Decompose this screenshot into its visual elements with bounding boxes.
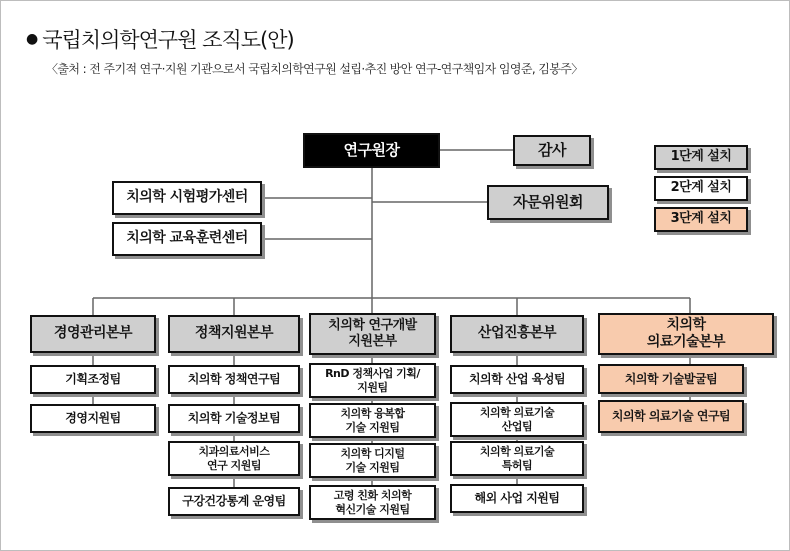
legend-stage2: 2단계 설치: [654, 176, 748, 201]
legend-stage3: 3단계 설치: [654, 207, 748, 232]
division-management: 경영관리본부: [30, 315, 156, 353]
advisory-committee-box: 자문위원회: [487, 185, 609, 220]
team-rnd-planning: RnD 정책사업 기획/ 지원팀: [309, 363, 436, 398]
team-medtech-research: 치의학 의료기술 연구팀: [598, 400, 744, 433]
team-management-support: 경영지원팀: [30, 404, 156, 433]
team-digital-tech: 치의학 디지털 기술 지원팀: [309, 443, 436, 478]
team-medtech-patent: 치의학 의료기술 특허팀: [450, 441, 584, 476]
team-medtech-industry: 치의학 의료기술 산업팀: [450, 402, 584, 437]
team-tech-info: 치의학 기술정보팀: [168, 404, 300, 433]
team-industry-promotion: 치의학 산업 육성팀: [450, 365, 584, 394]
team-policy-research: 치의학 정책연구팀: [168, 365, 300, 394]
division-medical-tech: 치의학 의료기술본부: [598, 313, 774, 355]
team-tech-discovery: 치의학 기술발굴팀: [598, 364, 744, 394]
audit-box: 감사: [513, 135, 591, 166]
team-planning: 기획조정팀: [30, 365, 156, 394]
director-box: 연구원장: [303, 133, 440, 168]
division-policy: 정책지원본부: [168, 315, 300, 353]
title-bullet: ●: [26, 31, 38, 47]
team-aging-innovation: 고령 친화 치의학 혁신기술 지원팀: [309, 485, 436, 520]
team-overseas-business: 해외 사업 지원팀: [450, 484, 584, 513]
division-rnd: 치의학 연구개발 지원본부: [309, 313, 436, 355]
title-text: 국립치의학연구원 조직도(안): [42, 28, 294, 52]
division-industry: 산업진흥본부: [450, 315, 584, 353]
team-oral-health-stats: 구강건강통계 운영팀: [168, 487, 300, 516]
testing-evaluation-center-box: 치의학 시험평가센터: [112, 181, 262, 215]
team-dental-service: 치과의료서비스 연구 지원팀: [168, 441, 300, 476]
legend-stage1: 1단계 설치: [654, 145, 748, 170]
education-training-center-box: 치의학 교육훈련센터: [112, 222, 262, 256]
source-citation: 〈출처 : 전 주기적 연구·지원 기관으로서 국립치의학연구원 설립·추진 방안 연구-연구책임자 임영준, 김봉주〉: [46, 62, 583, 76]
team-convergence-tech: 치의학 융복합 기술 지원팀: [309, 403, 436, 438]
